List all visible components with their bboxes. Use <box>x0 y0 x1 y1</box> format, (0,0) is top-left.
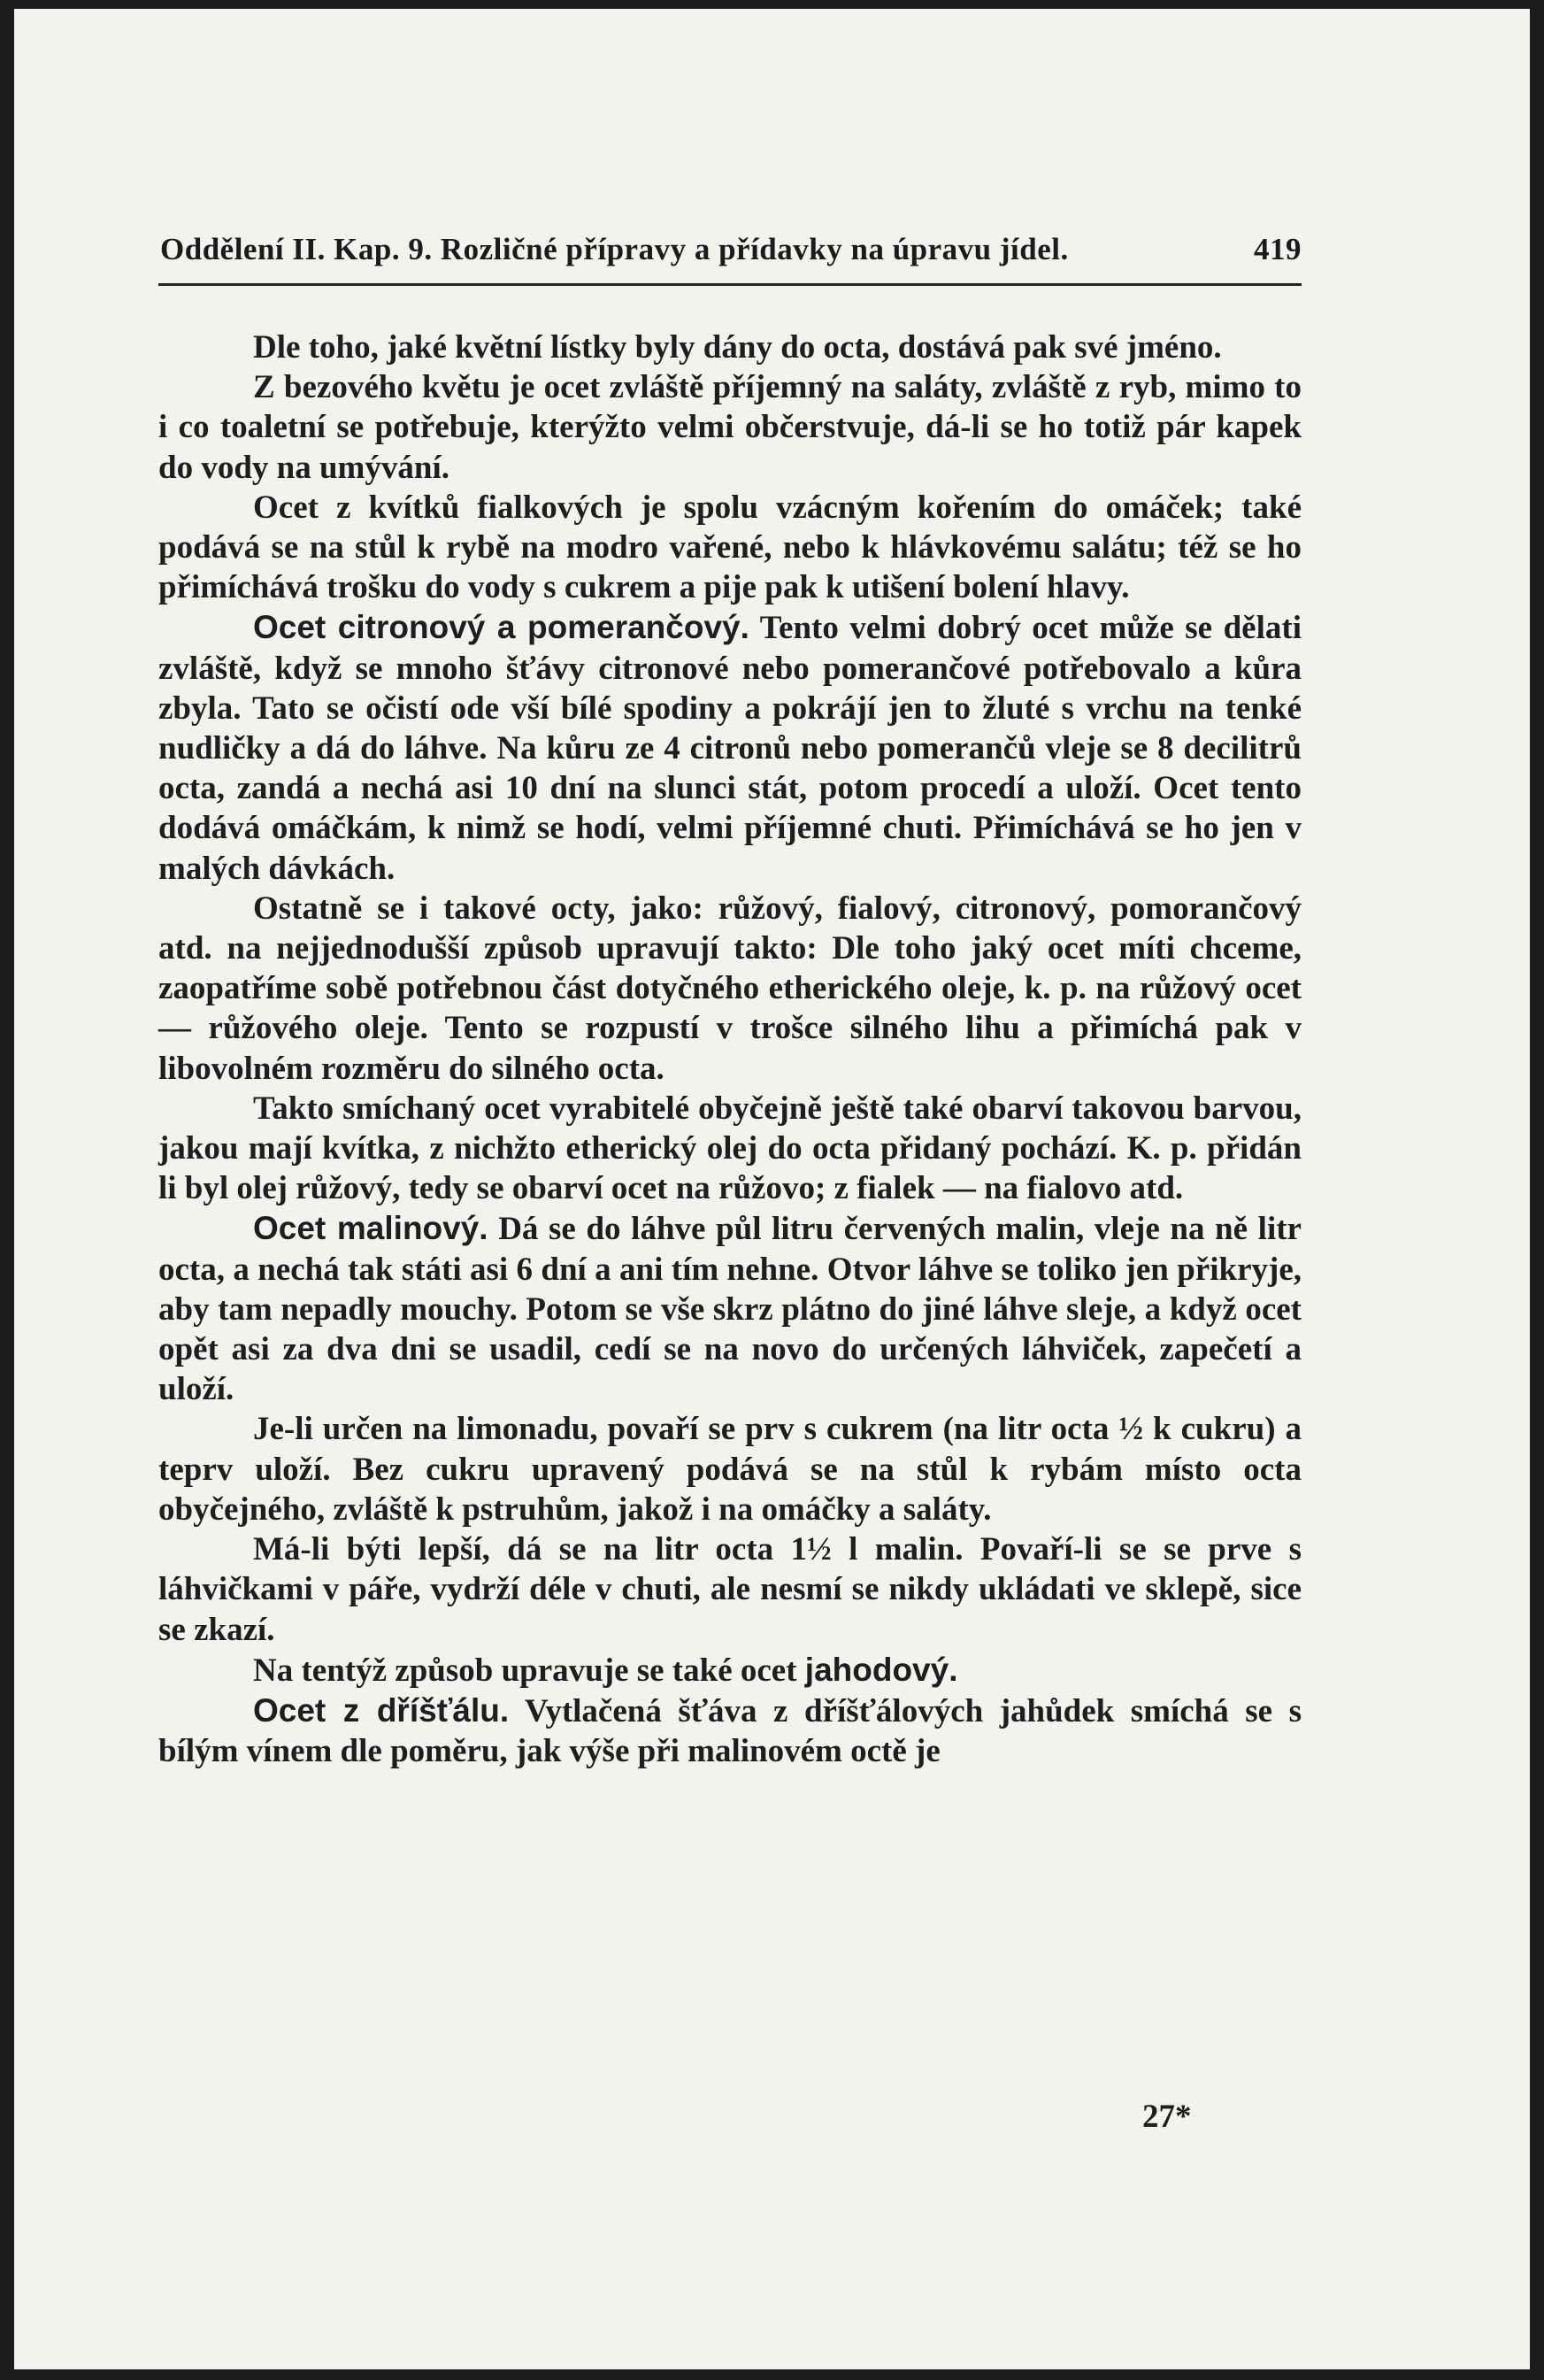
paragraph-text: Ocet z kvítků fialkových je spolu vzácným kořením do omáček; také podává se na stůl k rybě na modro vařené, nebo k hlávkovému salátu; též se ho přimíchává trošku do vody s cukrem a pije pak k utišení bolení hlavy. <box>158 489 1302 606</box>
paragraph-text: Na tentýž způsob upravuje se také ocet <box>253 1652 805 1689</box>
paragraph <box>158 327 1302 367</box>
paragraph <box>158 1409 1302 1529</box>
header-rule <box>158 283 1302 286</box>
paragraph <box>158 607 1302 888</box>
header-title: Oddělení II. Kap. 9. Rozličné přípravy a přídavky na úpravu jídel. <box>160 232 1069 266</box>
section-heading: Ocet citronový a pomerančový. <box>253 609 749 646</box>
paragraph-text: Vytlačená šťáva z dříšťálových jahůdek smíchá se s bílým vínem dle poměru, jak výše při malinovém octě je <box>158 1692 1302 1770</box>
paragraph <box>158 1089 1302 1209</box>
paragraph-text: Tento velmi dobrý ocet může se dělati zvláště, když se mnoho šťávy citronové nebo pomerančové potřebovalo a kůra zbyla. Tato se očistí ode vší bílé spodiny a pokrájí jen to žluté s vrchu na tenké nudličky a dá do láhve. Na kůru ze 4 citronů nebo pomerančů vleje se 8 decilitrů octa, zandá a nechá asi 10 dní na slunci stát, potom procedí a uloží. Ocet tento dodává omáčkám, k nimž se hodí, velmi příjemné chuti. Přimíchává se ho jen v malých dávkách. <box>158 610 1302 887</box>
section-heading: Ocet malinový. <box>253 1210 488 1247</box>
paragraph <box>158 367 1302 488</box>
paragraph-text: Je-li určen na limonadu, povaří se prv s cukrem (na litr octa ½ k cukru) a teprv uloží. Bez cukru upravený podává se na stůl k rybám místo octa obyčejného, zvláště k pstruhům, jakož i na omáčky a saláty. <box>158 1411 1302 1528</box>
running-header <box>160 232 1302 278</box>
book-page <box>14 9 1530 2369</box>
paragraph-text: Má-li býti lepší, dá se na litr octa 1½ l malin. Povaří-li se se prve s láhvičkami v páře, vydrží déle v chuti, ale nesmí se nikdy ukládati ve sklepě, sice se zkazí. <box>158 1531 1302 1648</box>
paragraph <box>158 1650 1302 1691</box>
page-body <box>158 327 1302 1771</box>
inline-heading: jahodový. <box>804 1651 958 1688</box>
page-number: 419 <box>1254 232 1302 266</box>
signature-mark: 27* <box>1142 2099 1192 2135</box>
paragraph-text: Ostatně se i takové octy, jako: růžový, fialový, citronový, pomorančový atd. na nejjednodušší způsob upravují takto: Dle toho jaký ocet míti chceme, zaopatříme sobě potřebnou část dotyčného etherického oleje, k. p. na růžový ocet — růžového oleje. Tento se rozpustí v trošce silného lihu a přimíchá pak v libovolném rozměru do silného octa. <box>158 890 1302 1087</box>
paragraph-text: Takto smíchaný ocet vyrabitelé obyčejně ještě také obarví takovou barvou, jakou mají kvítka, z nichžto etherický olej do octa přidaný pochází. K. p. přidán li byl olej růžový, tedy se obarví ocet na růžovo; z fialek — na fialovo atd. <box>158 1090 1302 1207</box>
paragraph-text: Dá se do láhve půl litru červených malin, vleje na ně litr octa, a nechá tak státi asi 6 dní a ani tím nehne. Otvor láhve se toliko jen přikryje, aby tam nepadly mouchy. Potom se vše skrz plátno do jiné láhve sleje, a když ocet opět asi za dva dni se usadil, cedí se na novo do určených láhviček, zapečetí a uloží. <box>158 1211 1302 1408</box>
paragraph <box>158 488 1302 608</box>
section-heading: Ocet z dříšťálu. <box>253 1691 510 1729</box>
paragraph <box>158 1208 1302 1409</box>
paragraph <box>158 889 1302 1089</box>
paragraph-text: Dle toho, jaké květní lístky byly dány do octa, dostává pak své jméno. <box>253 329 1222 366</box>
paragraph <box>158 1691 1302 1771</box>
paragraph-text: Z bezového květu je ocet zvláště příjemný na saláty, zvláště z ryb, mimo to i co toaletní se potřebuje, kterýžto velmi občerstvuje, dá-li se ho totiž pár kapek do vody na umývání. <box>158 369 1302 486</box>
paragraph <box>158 1529 1302 1650</box>
